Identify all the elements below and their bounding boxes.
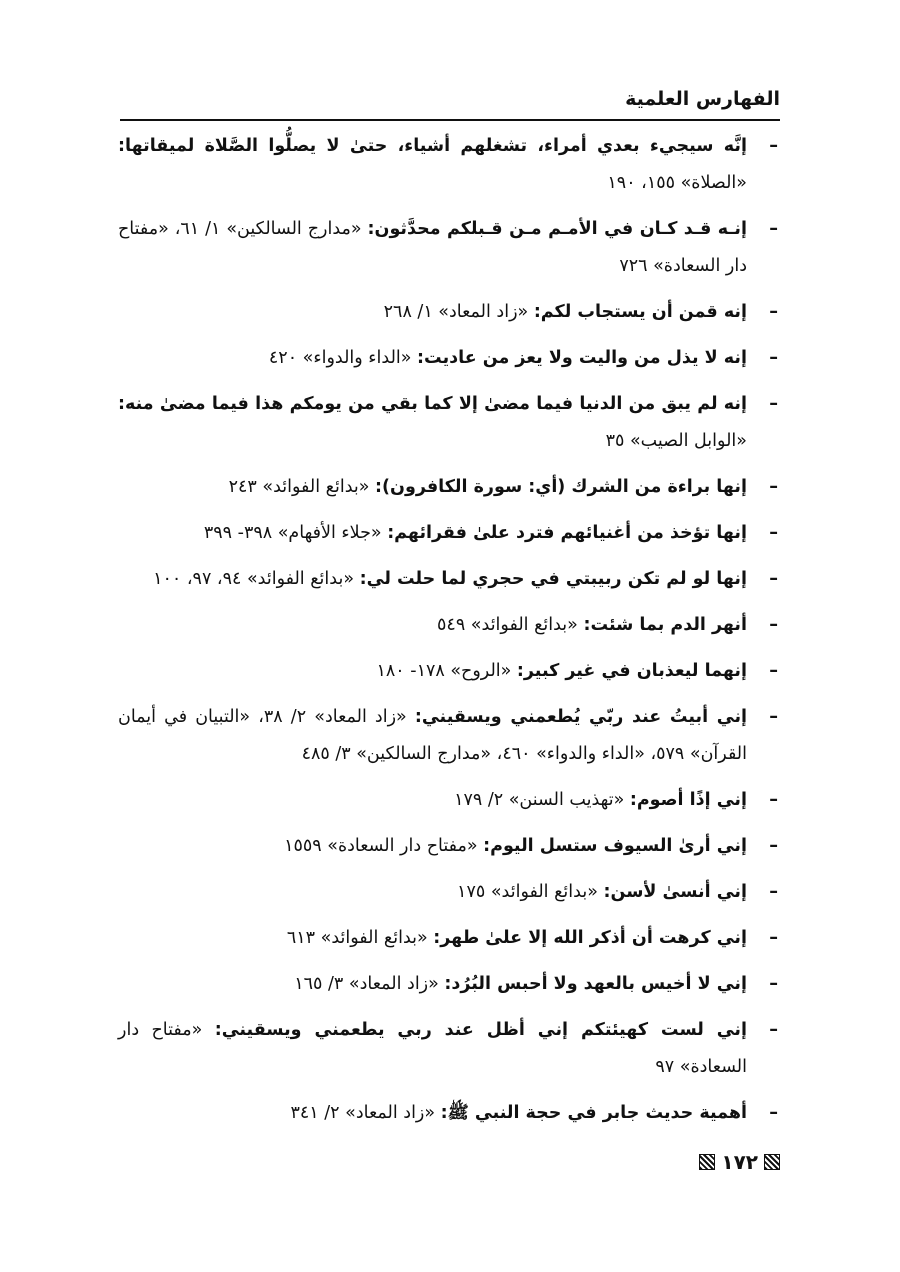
entry-hadith-text: إنها تؤخذ من أغنيائهم فترد علىٰ فقرائهم: bbox=[387, 523, 747, 543]
index-entry bbox=[118, 469, 780, 506]
entry-hadith-text: إني أبيتُ عند ربّي يُطعمني ويسقيني: bbox=[414, 707, 748, 727]
entry-dash: – bbox=[769, 836, 778, 856]
entry-hadith-text: إنه لا يذل من واليت ولا يعز من عاديت: bbox=[417, 348, 747, 368]
entry-references: «الروح» ١٧٨- ١٨٠ bbox=[376, 661, 517, 681]
entry-references: «تهذيب السنن» ٢/ ١٧٩ bbox=[454, 790, 630, 810]
entry-references: «جلاء الأفهام» ٣٩٨- ٣٩٩ bbox=[203, 523, 388, 543]
entry-dash: – bbox=[769, 882, 778, 902]
entry-references: «زاد المعاد» ١/ ٢٦٨ bbox=[383, 302, 534, 322]
index-entry bbox=[118, 966, 780, 1003]
entry-references: «بدائع الفوائد» ٥٤٩ bbox=[437, 615, 584, 635]
entry-dash: – bbox=[769, 394, 778, 414]
entry-hadith-text: إني أرىٰ السيوف ستسل اليوم: bbox=[483, 836, 747, 856]
entry-hadith-text: إنها لو لم تكن ربيبتي في حجري لما حلت لي: bbox=[359, 569, 747, 589]
index-entry bbox=[118, 1012, 780, 1086]
entry-dash: – bbox=[769, 790, 778, 810]
entry-hadith-text: إنه لم يبق من الدنيا فيما مضىٰ إلا كما بقي من يومكم هذا فيما مضىٰ منه: bbox=[118, 394, 747, 414]
entry-hadith-text: إنه قمن أن يستجاب لكم: bbox=[533, 302, 747, 322]
entry-dash: – bbox=[769, 569, 778, 589]
entry-references: «زاد المعاد» ٣/ ١٦٥ bbox=[294, 974, 445, 994]
index-entry bbox=[118, 782, 780, 819]
entry-dash: – bbox=[769, 302, 778, 322]
index-entry bbox=[118, 607, 780, 644]
entry-references: «مدارج السالكين» ١/ ٦١، «مفتاح دار السعادة» ٧٢٦ bbox=[118, 219, 747, 276]
index-entry bbox=[118, 828, 780, 865]
entry-dash: – bbox=[769, 974, 778, 994]
entry-references: «بدائع الفوائد» ٩٤، ٩٧، ١٠٠ bbox=[153, 569, 360, 589]
index-entry bbox=[118, 1095, 780, 1132]
index-entry bbox=[118, 653, 780, 690]
entry-dash: – bbox=[769, 615, 778, 635]
entry-references: «مفتاح دار السعادة» ٩٧ bbox=[118, 1020, 747, 1077]
entry-dash: – bbox=[769, 523, 778, 543]
entry-references: «زاد المعاد» ٢/ ٣٤١ bbox=[290, 1103, 441, 1123]
entry-dash: – bbox=[769, 136, 778, 156]
ornament-right-icon bbox=[764, 1154, 780, 1170]
index-entry bbox=[118, 211, 780, 285]
entry-dash: – bbox=[769, 928, 778, 948]
entry-hadith-text: إنها براءة من الشرك (أي: سورة الكافرون): bbox=[375, 477, 747, 497]
entry-references: «الداء والدواء» ٤٢٠ bbox=[268, 348, 418, 368]
entry-hadith-text: إنهما ليعذبان في غير كبير: bbox=[516, 661, 747, 681]
entry-references: «بدائع الفوائد» ١٧٥ bbox=[457, 882, 604, 902]
entry-hadith-text: إني أنسىٰ لأسن: bbox=[603, 882, 747, 902]
index-entry-list bbox=[118, 128, 780, 1141]
ornament-left-icon bbox=[699, 1154, 715, 1170]
entry-hadith-text: إني لا أخيس بالعهد ولا أحبس البُرُد: bbox=[444, 974, 747, 994]
entry-dash: – bbox=[769, 1020, 778, 1040]
entry-references: «بدائع الفوائد» ٦١٣ bbox=[286, 928, 434, 948]
entry-dash: – bbox=[769, 348, 778, 368]
index-entry bbox=[118, 515, 780, 552]
entry-hadith-text: إنَّه سيجيء بعدي أمراء، تشغلهم أشياء، حتىٰ لا يصلُّوا الصَّلاة لميقاتها: bbox=[118, 136, 747, 156]
entry-references: «الصلاة» ١٥٥، ١٩٠ bbox=[607, 173, 747, 193]
entry-hadith-text: إني لست كهيئتكم إني أظل عند ربي يطعمني ويسقيني: bbox=[214, 1020, 747, 1040]
entry-dash: – bbox=[769, 661, 778, 681]
index-entry bbox=[118, 294, 780, 331]
page-number: ١٧٢ bbox=[721, 1150, 758, 1174]
index-entry bbox=[118, 340, 780, 377]
entry-hadith-text: أنهر الدم بما شئت: bbox=[583, 615, 747, 635]
entry-hadith-text: إنـه قـد كـان في الأمـم مـن قـبلكم محدَّثون: bbox=[367, 219, 747, 239]
entry-hadith-text: أهمية حديث جابر في حجة النبي ﷺ: bbox=[440, 1103, 747, 1123]
entry-references: «زاد المعاد» ٢/ ٣٨، «التبيان في أيمان القرآن» ٥٧٩، «الداء والدواء» ٤٦٠، «مدارج السالكين» ٣/ ٤٨٥ bbox=[118, 707, 747, 764]
index-entry bbox=[118, 874, 780, 911]
entry-dash: – bbox=[769, 219, 778, 239]
header-divider bbox=[120, 119, 780, 121]
entry-dash: – bbox=[769, 1103, 778, 1123]
index-entry bbox=[118, 699, 780, 773]
entry-references: «الوابل الصيب» ٣٥ bbox=[605, 431, 747, 451]
index-entry bbox=[118, 386, 780, 460]
entry-references: «مفتاح دار السعادة» ١٥٥٩ bbox=[284, 836, 484, 856]
entry-dash: – bbox=[769, 477, 778, 497]
index-entry bbox=[118, 920, 780, 957]
entry-hadith-text: إني كرهت أن أذكر الله إلا علىٰ طهر: bbox=[433, 928, 747, 948]
entry-references: «بدائع الفوائد» ٢٤٣ bbox=[228, 477, 376, 497]
running-header-title: الفهارس العلمية bbox=[625, 88, 780, 110]
index-entry bbox=[118, 561, 780, 598]
entry-dash: – bbox=[769, 707, 778, 727]
page-number-block bbox=[699, 1150, 780, 1174]
entry-hadith-text: إني إذًا أصوم: bbox=[629, 790, 747, 810]
index-entry bbox=[118, 128, 780, 202]
